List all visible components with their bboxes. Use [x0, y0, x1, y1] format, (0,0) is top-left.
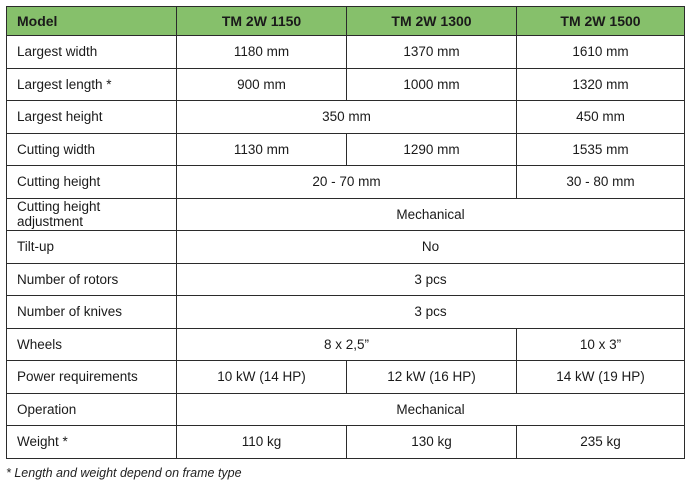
cell-value-merged: 20 - 70 mm — [177, 166, 517, 199]
row-label-cutting-height: Cutting height — [7, 166, 177, 199]
cell-value: 110 kg — [177, 426, 347, 459]
row-label-cutting-height-adjustment — [7, 198, 177, 231]
table-row — [7, 231, 685, 264]
model-column-header: Model — [7, 7, 177, 36]
table-row — [7, 68, 685, 101]
cell-value-merged: 3 pcs — [177, 263, 685, 296]
row-label-wheels: Wheels — [7, 328, 177, 361]
table-row — [7, 133, 685, 166]
cell-value: 10 x 3” — [517, 328, 685, 361]
row-label-tilt-up: Tilt-up — [7, 231, 177, 264]
cell-value: 235 kg — [517, 426, 685, 459]
table-header-row — [7, 7, 685, 36]
model-header-tm-2w-1300: TM 2W 1300 — [347, 7, 517, 36]
cell-value: 12 kW (16 HP) — [347, 361, 517, 394]
cell-value: 1130 mm — [177, 133, 347, 166]
row-label-cutting-width: Cutting width — [7, 133, 177, 166]
table-row — [7, 361, 685, 394]
cell-value: 1180 mm — [177, 36, 347, 69]
cell-value: 1290 mm — [347, 133, 517, 166]
table-footnote: * Length and weight depend on frame type — [6, 466, 242, 480]
cell-value: 130 kg — [347, 426, 517, 459]
cell-value: 1370 mm — [347, 36, 517, 69]
cell-value: 10 kW (14 HP) — [177, 361, 347, 394]
cell-value-merged: 350 mm — [177, 101, 517, 134]
cell-value-merged: Mechanical — [177, 198, 685, 231]
table-row — [7, 166, 685, 199]
table-row — [7, 101, 685, 134]
model-header-tm-2w-1150: TM 2W 1150 — [177, 7, 347, 36]
cell-value-merged: Mechanical — [177, 393, 685, 426]
cell-value: 14 kW (19 HP) — [517, 361, 685, 394]
label-line: adjustment — [17, 214, 84, 230]
table-row — [7, 328, 685, 361]
cell-value-merged: No — [177, 231, 685, 264]
cell-value: 900 mm — [177, 68, 347, 101]
row-label-power-requirements: Power requirements — [7, 361, 177, 394]
row-label-number-of-rotors: Number of rotors — [7, 263, 177, 296]
row-label-largest-length: Largest length * — [7, 68, 177, 101]
table-row — [7, 296, 685, 329]
label-line: Cutting height — [17, 199, 101, 215]
row-label-number-of-knives: Number of knives — [7, 296, 177, 329]
table-row — [7, 426, 685, 459]
cell-value: 30 - 80 mm — [517, 166, 685, 199]
specifications-table — [6, 6, 685, 459]
table-row — [7, 393, 685, 426]
table-row — [7, 263, 685, 296]
table-row — [7, 36, 685, 69]
model-header-tm-2w-1500: TM 2W 1500 — [517, 7, 685, 36]
row-label-operation: Operation — [7, 393, 177, 426]
row-label-weight: Weight * — [7, 426, 177, 459]
row-label-largest-width: Largest width — [7, 36, 177, 69]
cell-value: 1610 mm — [517, 36, 685, 69]
cell-value: 1000 mm — [347, 68, 517, 101]
table-row — [7, 198, 685, 231]
cell-value: 1320 mm — [517, 68, 685, 101]
cell-value: 1535 mm — [517, 133, 685, 166]
row-label-largest-height: Largest height — [7, 101, 177, 134]
cell-value-merged: 3 pcs — [177, 296, 685, 329]
cell-value: 450 mm — [517, 101, 685, 134]
cell-value-merged: 8 x 2,5” — [177, 328, 517, 361]
